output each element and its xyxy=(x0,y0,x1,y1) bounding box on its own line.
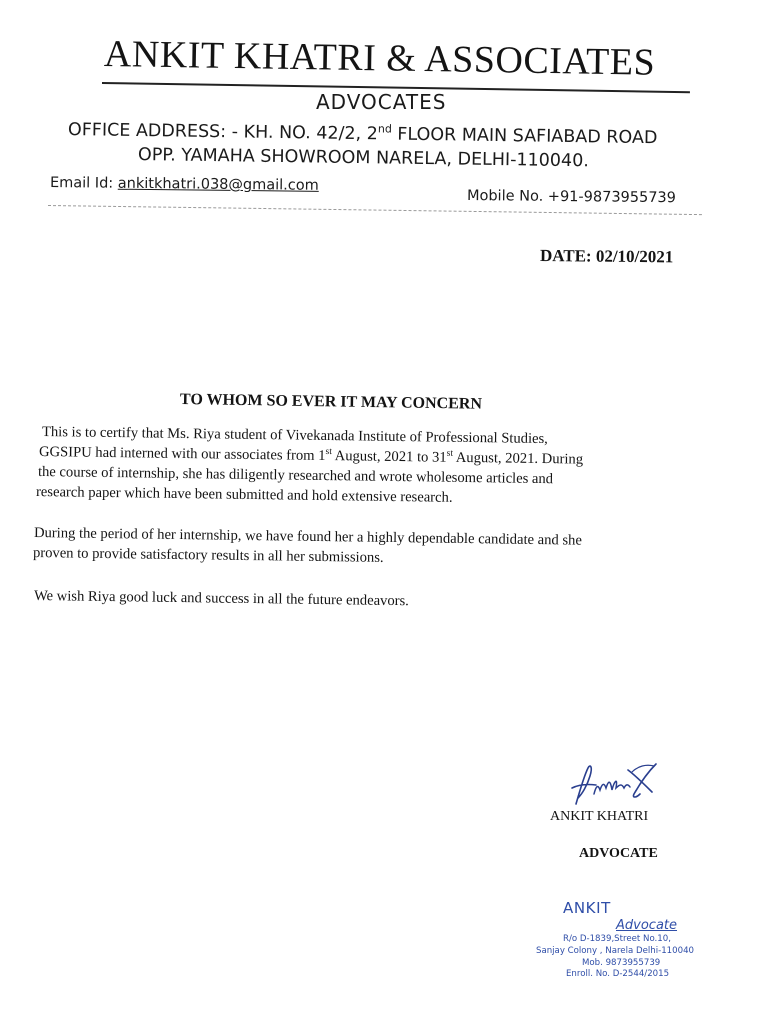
p1-line2-part-c: August, 2021. During xyxy=(452,449,584,468)
stamp-mobile: Mob. 9873955739 xyxy=(582,958,661,968)
email-label: Email Id: xyxy=(49,175,118,192)
email-address: ankitkhatri.038@gmail.com xyxy=(117,175,319,194)
letter-subject: TO WHOM SO EVER IT MAY CONCERN xyxy=(179,391,483,413)
handwritten-signature xyxy=(566,754,662,808)
signatory-name: ANKIT KHATRI xyxy=(550,809,649,824)
address-line1-part-a: OFFICE ADDRESS: - KH. NO. 42/2, 2 xyxy=(67,120,378,145)
paragraph-1-line-1: This is to certify that Ms. Riya student of Vivekanada Institute of Professional Studies, xyxy=(41,424,548,448)
letterhead-divider xyxy=(48,205,702,215)
stamp-enrollment: Enroll. No. D-2544/2015 xyxy=(566,969,670,979)
signatory-title: ADVOCATE xyxy=(579,846,658,861)
firm-name: ANKIT KHATRI & ASSOCIATES xyxy=(103,33,656,84)
address-line1-sup: nd xyxy=(377,122,392,136)
firm-subtitle: ADVOCATES xyxy=(316,90,447,114)
email-line xyxy=(50,175,319,194)
stamp-address-line2: Sanjay Colony , Narela Delhi-110040 xyxy=(536,946,695,956)
stamp-name: ANKIT xyxy=(563,899,611,917)
paragraph-1-line-3: the course of internship, she has diligently researched and wrote wholesome articles and xyxy=(37,464,554,488)
address-line1-part-b: FLOOR MAIN SAFIABAD ROAD xyxy=(391,124,658,149)
mobile-number: Mobile No. +91-9873955739 xyxy=(466,188,677,207)
paragraph-1-line-4: research paper which have been submitted and hold extensive research. xyxy=(35,484,453,506)
p1-line2-part-a: GGSIPU had interned with our associates from 1 xyxy=(38,444,326,465)
letter-date: DATE: 02/10/2021 xyxy=(539,246,674,267)
office-address-line1 xyxy=(68,118,658,148)
p1-line2-part-b: August, 2021 to 31 xyxy=(331,448,447,466)
paragraph-2-line-1: During the period of her internship, we have found her a highly dependable candidate and she xyxy=(33,525,582,549)
office-address-line2: OPP. YAMAHA SHOWROOM NARELA, DELHI-110040. xyxy=(137,145,589,172)
p1-line2-sup-2: st xyxy=(446,448,454,459)
paragraph-3-line-1: We wish Riya good luck and success in all the future endeavors. xyxy=(33,588,410,610)
stamp-title: Advocate xyxy=(616,918,678,933)
stamp-address-line1: R/o D-1839,Street No.10, xyxy=(563,934,671,944)
p1-line2-sup-1: st xyxy=(325,447,333,458)
paragraph-2-line-2: proven to provide satisfactory results in all her submissions. xyxy=(32,545,384,566)
